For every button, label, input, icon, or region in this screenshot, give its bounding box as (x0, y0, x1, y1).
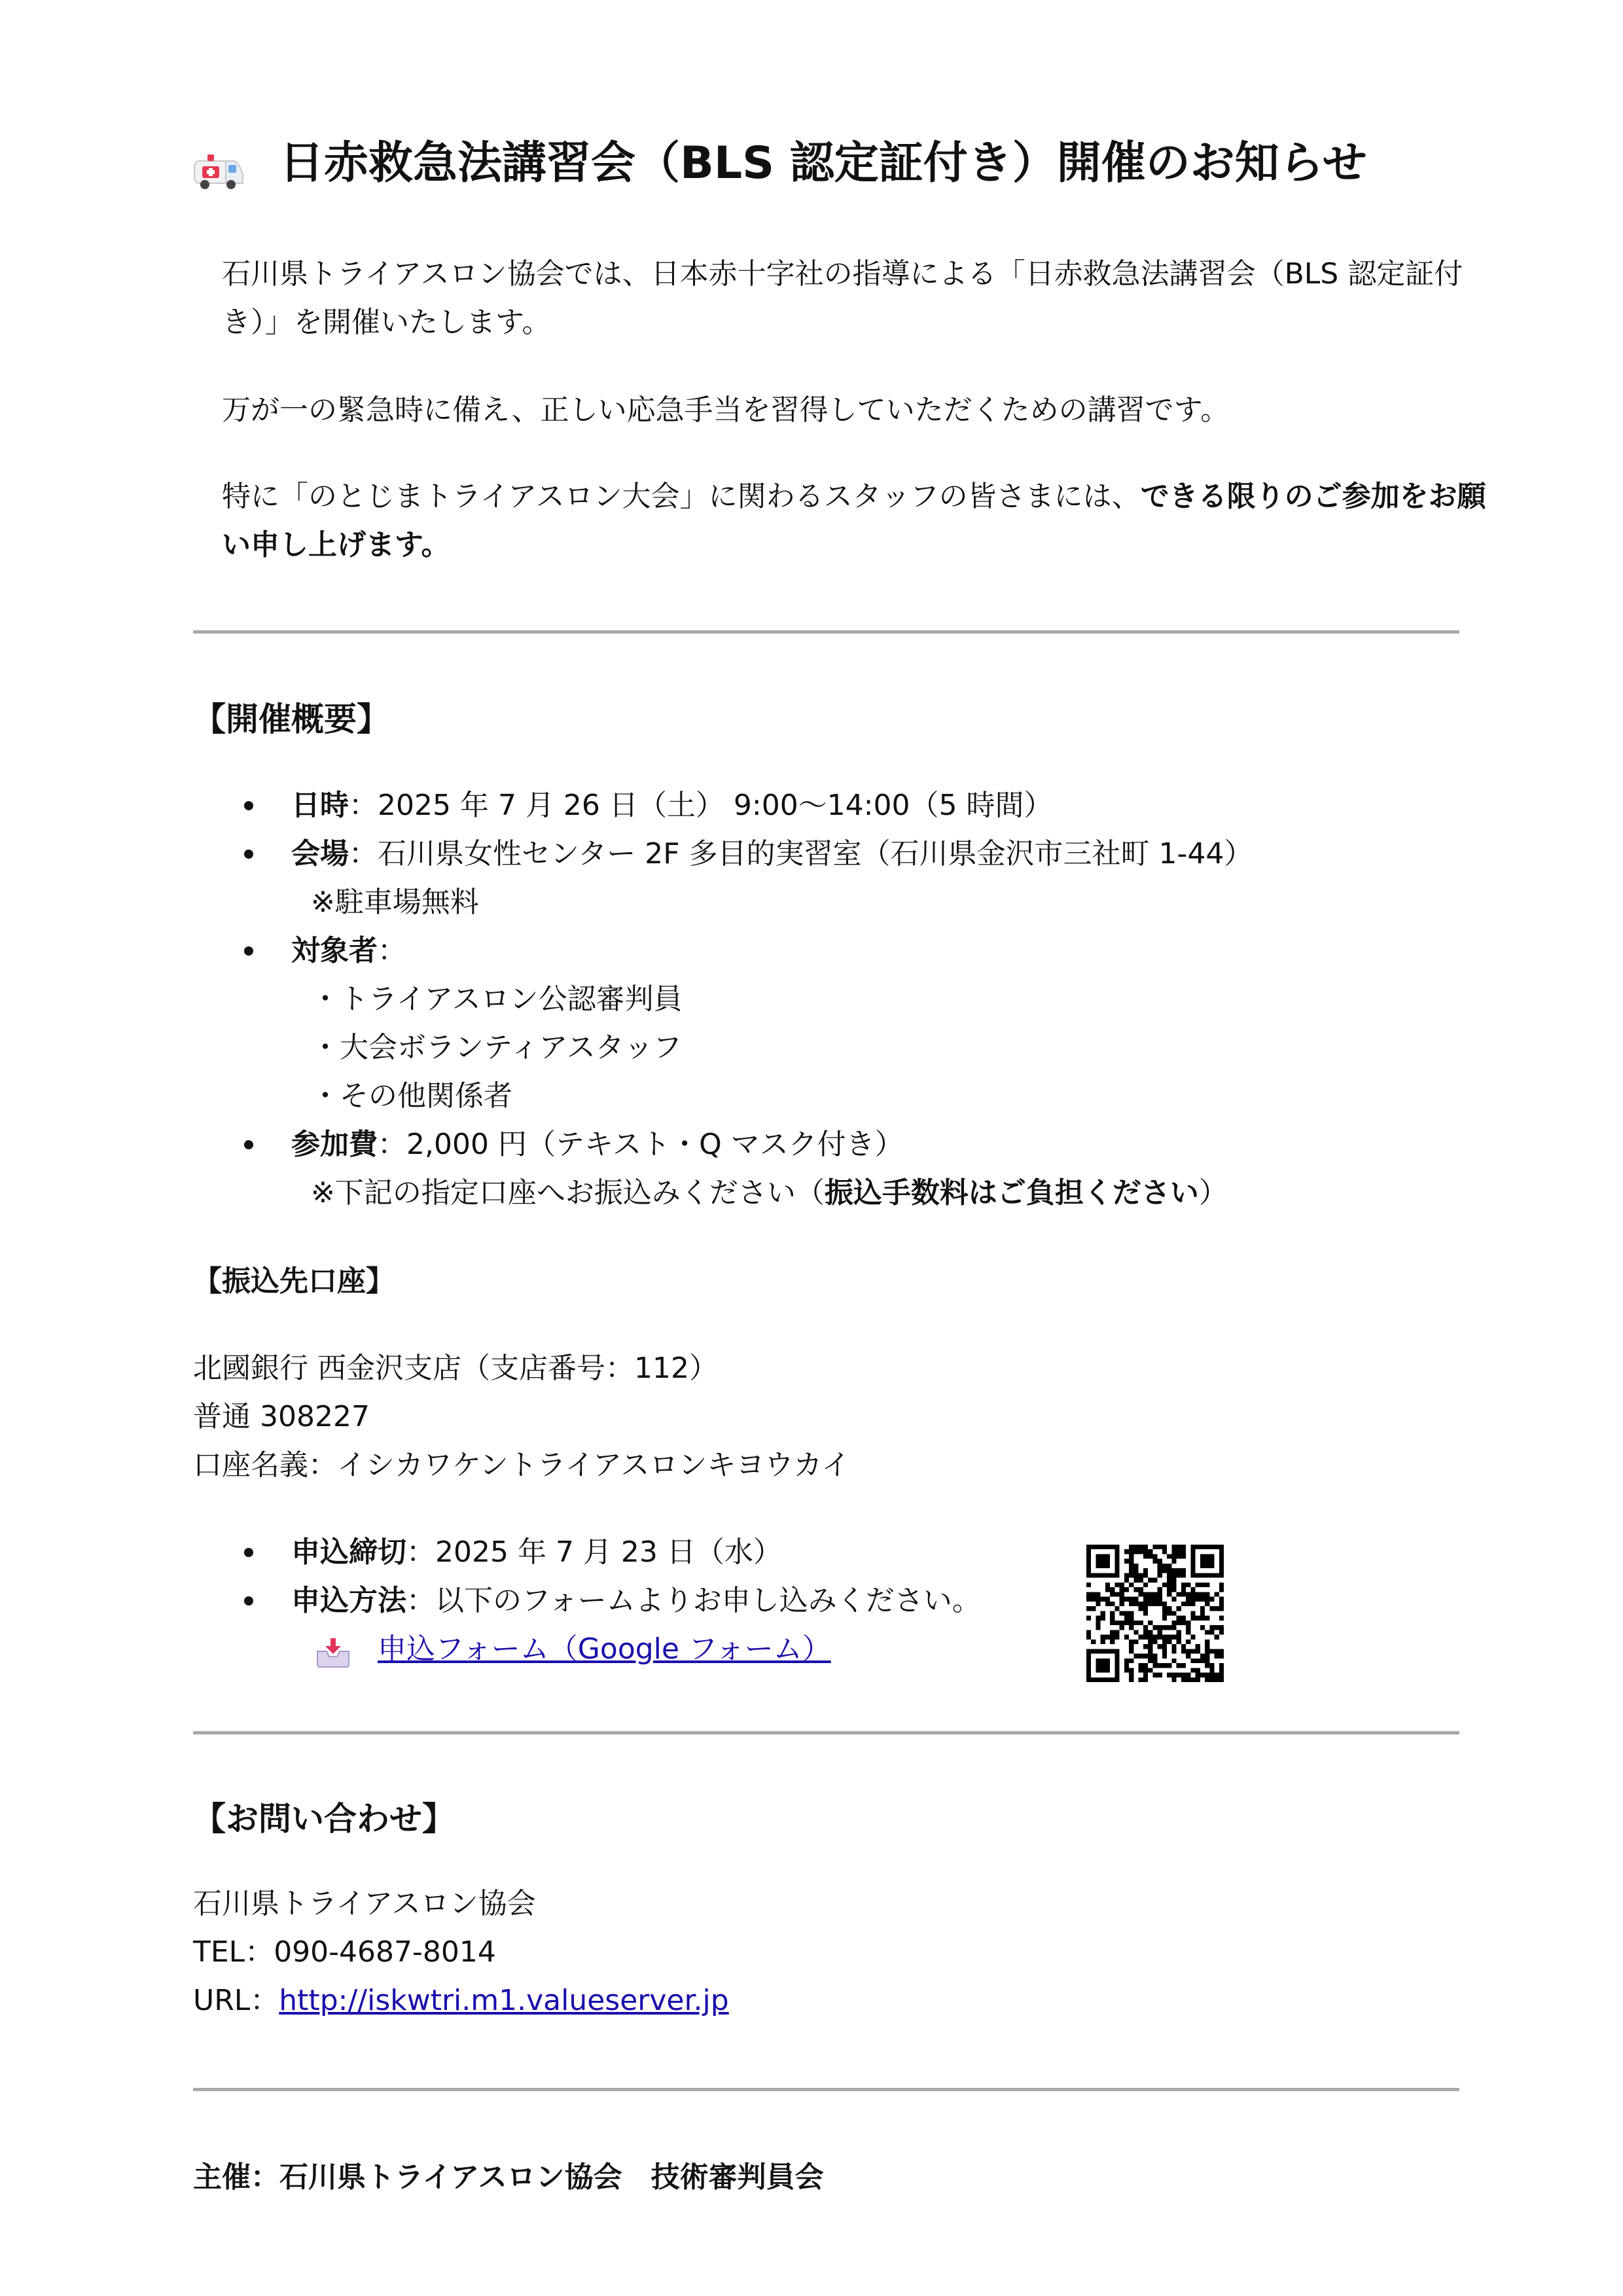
intro-paragraph-3-text: 特に「のとじまトライアスロン大会」に関わるスタッフの皆さまには、 (222, 480, 1141, 513)
method-value: ：以下のフォームよりお申し込みください。 (406, 1584, 981, 1617)
bullet (244, 1596, 253, 1605)
form-link-row (315, 1625, 831, 1674)
intro-paragraph-2: 万が一の緊急時に備え、正しい応急手当を習得していただくための講習です。 (222, 393, 1230, 427)
inbox-download-icon (315, 1635, 351, 1666)
fee-note-close: ） (1198, 1176, 1228, 1210)
contact-org: 石川県トライアスロン協会 (193, 1887, 536, 1920)
divider (193, 630, 1459, 634)
date-item (291, 781, 1052, 830)
deadline-value: ：2025 年 7 月 23 日（水） (406, 1535, 782, 1569)
venue-value: ：石川県女性センター 2F 多目的実習室（石川県金沢市三社町 1-44） (349, 837, 1253, 870)
intro-paragraph-3 (193, 473, 1488, 569)
organizer: 主催：石川県トライアスロン協会 技術審判員会 (193, 2161, 824, 2194)
qr-code-icon (1086, 1545, 1224, 1682)
ambulance-icon (193, 144, 245, 183)
fee-note-emphasis: 振込手数料はご負担ください (824, 1176, 1199, 1210)
deadline-item (291, 1528, 782, 1577)
date-label: 日時 (291, 789, 349, 822)
bullet (244, 1140, 253, 1149)
bank-line-2: 普通 308227 (193, 1400, 370, 1433)
fee-note-text: ※下記の指定口座へお振込みください（ (311, 1176, 825, 1210)
fee-label: 参加費 (291, 1128, 378, 1161)
bullet (244, 946, 253, 956)
target-list-item: ・トライアスロン公認審判員 (311, 982, 683, 1016)
bank-line-3: 口座名義：イシカワケントライアスロンキヨウカイ (193, 1448, 851, 1482)
target-label: 対象者 (291, 934, 378, 967)
fee-value: ：2,000 円（テキスト・Q マスク付き） (378, 1128, 904, 1161)
bank-line-1: 北國銀行 西金沢支店（支店番号：112） (193, 1352, 718, 1385)
page-title-text: 日赤救急法講習会（BLS 認定証付き）開催のお知らせ (279, 137, 1367, 189)
bullet (244, 1548, 253, 1557)
fee-note (311, 1169, 1228, 1217)
venue-item (291, 830, 1253, 878)
intro-paragraph-1: 石川県トライアスロン協会では、日本赤十字社の指導による「日赤救急法講習会（BLS 認定証付き）」を開催いたします。 (222, 257, 1463, 339)
bullet (244, 850, 253, 859)
venue-label: 会場 (291, 837, 349, 870)
contact-tel: TEL：090-4687-8014 (193, 1935, 496, 1969)
divider (193, 1731, 1459, 1734)
divider (193, 2088, 1459, 2091)
contact-heading: 【お問い合わせ】 (193, 1800, 455, 1838)
venue-note: ※駐車場無料 (311, 886, 479, 919)
fee-item (291, 1121, 904, 1169)
contact-url-label: URL： (193, 1984, 279, 2017)
target-list-item: ・大会ボランティアスタッフ (311, 1031, 682, 1064)
target-item (291, 927, 406, 975)
method-item (291, 1577, 981, 1625)
overview-heading: 【開催概要】 (193, 700, 389, 738)
contact-url-row (193, 1977, 729, 2025)
target-value: ： (378, 934, 406, 967)
bank-heading: 【振込先口座】 (193, 1265, 395, 1298)
date-value: ：2025 年 7 月 26 日（土） 9:00～14:00（5 時間） (349, 789, 1053, 822)
application-form-link[interactable]: 申込フォーム（Google フォーム） (378, 1632, 831, 1666)
page-title (193, 131, 1367, 196)
target-list-item: ・その他関係者 (311, 1079, 512, 1113)
deadline-label: 申込締切 (291, 1535, 406, 1569)
method-label: 申込方法 (291, 1584, 406, 1617)
bullet (244, 801, 253, 810)
intro-paragraph-3-emphasis: できる限りのご参加をお願い申し上げます。 (222, 480, 1486, 562)
contact-url-link[interactable]: http://iskwtri.m1.valueserver.jp (279, 1984, 729, 2017)
